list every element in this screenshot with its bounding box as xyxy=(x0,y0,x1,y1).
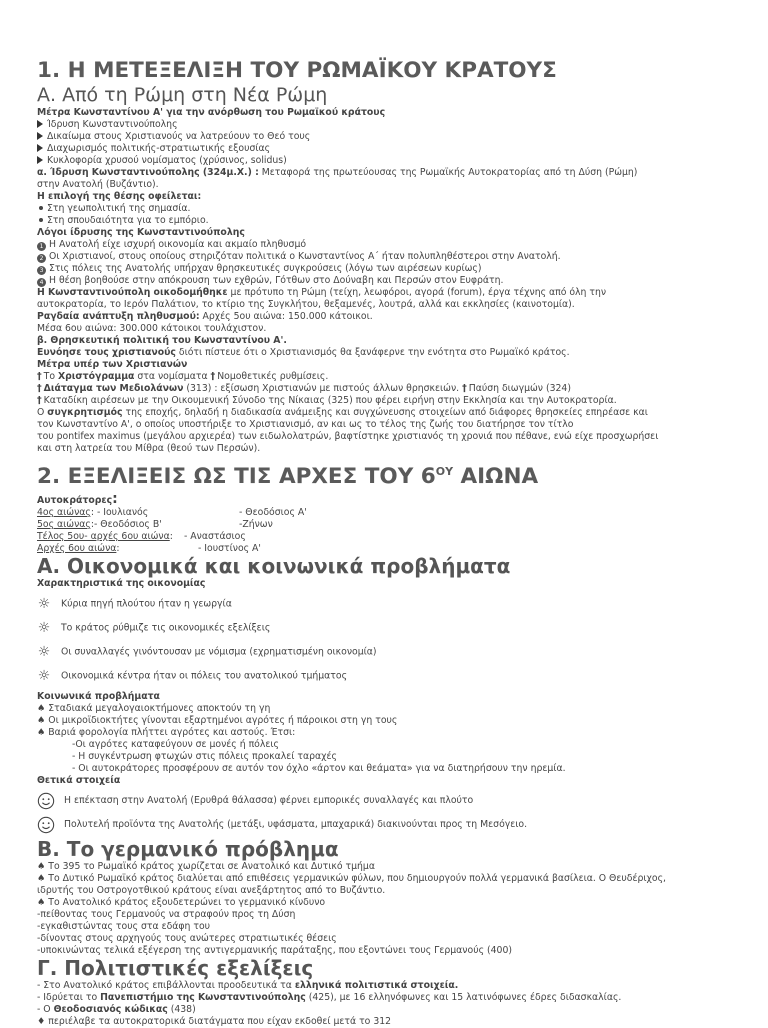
culture-item: - Ο Θεοδοσιανός κώδικας (438) xyxy=(37,1004,196,1015)
reason-item: 3 Στις πόλεις της Ανατολής υπήρχαν θρησκευτικές συγκρούσεις (λόγω των αιρέσεων κυρίως) xyxy=(37,263,749,275)
german-subitem: -εγκαθιστώντας τους στα εδάφη του xyxy=(37,921,211,932)
cross-icon: † xyxy=(37,371,42,382)
economy-heading: Χαρακτηριστικά της οικονομίας xyxy=(37,578,206,589)
spade-bullet-icon: ♠ xyxy=(37,727,49,738)
smiley-icon xyxy=(37,816,55,834)
positive-item: Πολυτελή προϊόντα της Ανατολής (μετάξι, υφάσματα, μπαχαρικά) διακινούνται προς τη Μεσόγειο. xyxy=(37,814,749,838)
sun-icon: ☼ xyxy=(37,644,51,660)
pro-christian-line: † Το Χριστόγραμμα στα νομίσματα † Νομοθετικές ρυθμίσεις. xyxy=(37,371,329,382)
triangle-bullet-icon xyxy=(37,132,43,140)
social-item: ♠ Βαριά φορολογία πλήττει αγρότες και αστούς. Έτσι: xyxy=(37,727,296,738)
social-subitem: - Η συγκέντρωση φτωχών στις πόλεις προκαλεί ταραχές xyxy=(72,751,338,762)
numbered-bullet-icon: 3 xyxy=(37,266,46,275)
german-item: ♠ Το Ανατολικό κράτος εξουδετερώνει το γερμανικό κίνδυνο xyxy=(37,897,326,908)
economy-item: ☼ Κύρια πηγή πλούτου ήταν η γεωργία xyxy=(37,592,749,616)
triangle-bullet-icon xyxy=(37,156,43,164)
spade-bullet-icon: ♠ xyxy=(37,703,49,714)
reason-item: 4 Η θέση βοηθούσε στην απόκρουση των εχθρών, Γότθων στο Δούναβη και Περσών στον Ευφράτη. xyxy=(37,275,749,287)
section-1-title: 1. Η ΜΕΤΕΞΕΛΙΞΗ ΤΟΥ ΡΩΜΑΪΚΟΥ ΚΡΑΤΟΥΣ xyxy=(37,58,557,83)
population-line: Ραγδαία ανάπτυξη πληθυσμού: Αρχές 5ου αιώνα: 150.000 κάτοικοι. xyxy=(37,311,373,322)
numbered-bullet-icon: 4 xyxy=(37,278,46,287)
pro-christian-heading: Μέτρα υπέρ των Χριστιανών xyxy=(37,359,188,370)
emperors-heading: Αυτοκράτορες: xyxy=(37,491,118,507)
social-subitem: -Οι αγρότες καταφεύγουν σε μονές ή πόλεις xyxy=(72,739,279,750)
emperor-name: -Ζήνων xyxy=(239,519,273,530)
sun-icon: ☼ xyxy=(37,668,51,684)
german-item-cont: ιδρυτής του Οστρογοτθικού κράτους είναι ανεξάρτητος από το Βυζάντιο. xyxy=(37,885,386,896)
cross-icon: † xyxy=(37,395,42,406)
subsection-c-title: Γ. Πολιτιστικές εξελίξεις xyxy=(37,956,314,980)
syncretism-line: και στη λατρεία του Μίθρα (θεού των Περσών). xyxy=(37,443,261,454)
favor-line: Ευνόησε τους χριστιανούς διότι πίστευε ότι ο Χριστιανισμός θα ξανάφερνε την ενότητα στο Ρωμαϊκό κράτος. xyxy=(37,347,570,358)
document-page xyxy=(37,58,749,1028)
bullet-icon xyxy=(39,218,43,222)
measure-item: Διαχωρισμός πολιτικής-στρατιωτικής εξουσίας xyxy=(37,143,749,155)
spade-bullet-icon: ♠ xyxy=(37,897,49,908)
sun-icon: ☼ xyxy=(37,620,51,636)
emperor-name: - Θεοδόσιος Α' xyxy=(239,507,307,518)
diamond-bullet-icon: ♦ xyxy=(37,1016,49,1027)
culture-item: - Ιδρύεται το Πανεπιστήμιο της Κωνσταντινούπολης (425), με 16 ελληνόφωνες και 15 λατινόφωνες έδρες διδασκαλίας. xyxy=(37,992,622,1003)
culture-item: ♦ περιέλαβε τα αυτοκρατορικά διατάγματα που είχαν εκδοθεί μετά το 312 xyxy=(37,1016,392,1027)
german-item: ♠ Το 395 το Ρωμαϊκό κράτος χωρίζεται σε Ανατολικό και Δυτικό τμήμα xyxy=(37,861,375,872)
economy-item: ☼ Οικονομικά κέντρα ήταν οι πόλεις του ανατολικού τμήματος xyxy=(37,664,749,688)
reason-item: 1 Η Ανατολή είχε ισχυρή οικονομία και ακμαίο πληθυσμό xyxy=(37,239,749,251)
pro-christian-line: † Διάταγμα των Μεδιολάνων (313) : εξίσωση Χριστιανών με πιστούς άλλων θρησκειών. † Παύση διωγμών (324) xyxy=(37,383,571,394)
german-subitem: -πείθοντας τους Γερμανούς να στραφούν προς τη Δύση xyxy=(37,909,296,920)
german-subitem: -δίνοντας στους αρχηγούς τους ανώτερες στρατιωτικές θέσεις xyxy=(37,933,337,944)
subsection-a2-title: Α. Οικονομικά και κοινωνικά προβλήματα xyxy=(37,554,511,578)
measure-item: Κυκλοφορία χρυσού νομίσματος (χρύσινος, solidus) xyxy=(37,155,749,167)
numbered-bullet-icon: 2 xyxy=(37,254,46,263)
choice-heading: Η επιλογή της θέσης οφείλεται: xyxy=(37,191,202,202)
german-subitem: -υποκινώντας τελικά εξέγερση της αντιγερμανικής παράταξης, που εξοντώνει τους Γερμανούς (400) xyxy=(37,945,512,956)
emperor-row: 5ος αιώνας:- Θεοδόσιος Β' xyxy=(37,519,162,530)
section-2-title: 2. ΕΞΕΛΙΞΕΙΣ ΩΣ ΤΙΣ ΑΡΧΕΣ ΤΟΥ $6^{O\Upsilon}$ ΑΙΩΝΑ xyxy=(37,464,539,490)
smiley-icon xyxy=(37,792,55,810)
culture-item: - Στο Ανατολικό κράτος επιβάλλονται προοδευτικά τα ελληνικά πολιτιστικά στοιχεία. xyxy=(37,980,459,991)
syncretism-line: τον Κωνσταντίνο Α', ο οποίος υποστήριξε το Χριστιανισμό, αν και ως το τέλος της ζωής του διατήρησε τον τίτλο xyxy=(37,419,574,430)
cross-icon: † xyxy=(210,371,216,382)
emperor-row: 4ος αιώνας: - Ιουλιανός xyxy=(37,507,149,518)
german-item: ♠ Το Δυτικό Ρωμαϊκό κράτος διαλύεται από επιθέσεις γερμανικών φύλων, που δημιουργούν πολλά γερμανικά βασίλεια. Ο Θευδέριχος, xyxy=(37,873,667,884)
economy-item: ☼ Το κράτος ρύθμιζε τις οικονομικές εξελίξεις xyxy=(37,616,749,640)
founding-line: α. Ίδρυση Κωνσταντινούπολης (324μ.Χ.) : Μεταφορά της πρωτεύουσας της Ρωμαϊκής Αυτοκρατορίας από τη Δύση (Ρώμη) xyxy=(37,167,638,178)
syncretism-line: Ο συγκρητισμός της εποχής, δηλαδή η διαδικασία ανάμειξης και συγχώνευσης στοιχείων από διάφορες θρησκείες επηρέασε και xyxy=(37,407,648,418)
built-line-2: αυτοκρατορία, το Ιερόν Παλάτιον, το κτίριο της Συγκλήτου, θεξαμενές, λουτρά, αλλά και εκκλησίες (καινοτομία). xyxy=(37,299,575,310)
pro-christian-line: † Καταδίκη αιρέσεων με την Οικουμενική Σύνοδο της Νίκαιας (325) που φέρει ειρήνη στην Εκκλησία και την Αυτοκρατορία. xyxy=(37,395,617,406)
subsection-b-title: Β. Το γερμανικό πρόβλημα xyxy=(37,837,339,861)
measure-item: Ίδρυση Κωνσταντινούπολης xyxy=(37,119,749,131)
religion-heading: β. Θρησκευτική πολιτική του Κωνσταντίνου Α'. xyxy=(37,335,287,346)
positive-heading: Θετικά στοιχεία xyxy=(37,775,121,786)
numbered-bullet-icon: 1 xyxy=(37,242,46,251)
emperor-name: - Αναστάσιος xyxy=(184,531,246,542)
social-heading: Κοινωνικά προβλήματα xyxy=(37,691,160,702)
emperor-row: Αρχές 6ου αιώνα: xyxy=(37,543,120,554)
syncretism-line: του pontifex maximus (μεγάλου αρχιερέα) των ειδωλολατρών, βαφτίστηκε χριστιανός τη χρονιά που πέθανε, ενώ είχε προσχωρήσει xyxy=(37,431,659,442)
emperor-row: Τέλος 5ου- αρχές 6ου αιώνα: xyxy=(37,531,173,542)
social-item: ♠ Σταδιακά μεγαλογαιοκτήμονες αποκτούν τη γη xyxy=(37,703,271,714)
subsection-a-title: Α. Από τη Ρώμη στη Νέα Ρώμη xyxy=(37,84,328,106)
reason-item: 2 Οι Χριστιανοί, στους οποίους στηριζόταν πολιτικά ο Κωνσταντίνος Α΄ ήταν πολυπληθέστεροι στην Ανατολή. xyxy=(37,251,749,263)
spade-bullet-icon: ♠ xyxy=(37,715,49,726)
built-line: Η Κωνσταντινούπολη οικοδομήθηκε με πρότυπο τη Ρώμη (τείχη, λεωφόροι, αγορά (forum), έργα τέχνης από όλη την xyxy=(37,287,607,298)
cross-icon: † xyxy=(37,383,42,394)
social-item: ♠ Οι μικροϊδιοκτήτες γίνονται εξαρτημένοι αγρότες ή πάροικοι στη γη τους xyxy=(37,715,398,726)
choice-item: Στη σπουδαιότητα για το εμπόριο. xyxy=(37,215,749,227)
cross-icon: † xyxy=(462,383,467,394)
spade-bullet-icon: ♠ xyxy=(37,873,49,884)
measures-heading: Μέτρα Κωνσταντίνου Α' για την ανόρθωση του Ρωμαϊκού κράτους xyxy=(37,107,386,118)
spade-bullet-icon: ♠ xyxy=(37,861,49,872)
bullet-icon xyxy=(39,206,43,210)
sun-icon: ☼ xyxy=(37,596,51,612)
triangle-bullet-icon xyxy=(37,120,43,128)
social-subitem: - Οι αυτοκράτορες προσφέρουν σε αυτόν τον όχλο «άρτον και θεάματα» για να διατηρήσουν την ηρεμία. xyxy=(72,763,566,774)
choice-item: Στη γεωπολιτική της σημασία. xyxy=(37,203,749,215)
economy-item: ☼ Οι συναλλαγές γινόντουσαν με νόμισμα (εχρηματισμένη οικονομία) xyxy=(37,640,749,664)
emperors-table xyxy=(37,507,749,555)
positive-item: Η επέκταση στην Ανατολή (Ερυθρά θάλασσα) φέρνει εμπορικές συναλλαγές και πλούτο xyxy=(37,790,749,814)
population-line-2: Μέσα 6ου αιώνα: 300.000 κάτοικοι τουλάχιστον. xyxy=(37,323,267,334)
founding-line-2: στην Ανατολή (Βυζάντιο). xyxy=(37,179,159,190)
reasons-heading: Λόγοι ίδρυσης της Κωνσταντινούπολης xyxy=(37,227,245,238)
measure-item: Δικαίωμα στους Χριστιανούς να λατρεύουν το Θεό τους xyxy=(37,131,749,143)
triangle-bullet-icon xyxy=(37,144,43,152)
emperor-name: - Ιουστίνος Α' xyxy=(198,543,261,554)
